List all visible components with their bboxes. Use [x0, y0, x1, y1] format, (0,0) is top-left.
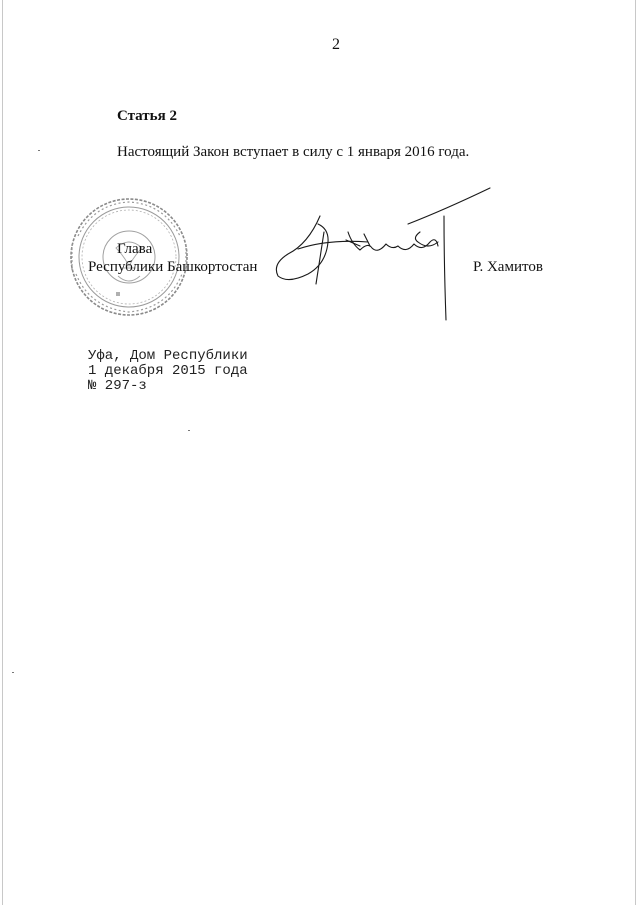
page-number: 2 — [332, 36, 340, 53]
signer-name: Р. Хамитов — [473, 259, 543, 275]
article-text: Настоящий Закон вступает в силу с 1 января 2016 года. — [117, 144, 470, 160]
scan-speck — [12, 672, 14, 673]
scan-speck — [188, 430, 190, 431]
footer-place: Уфа, Дом Республики — [88, 348, 248, 364]
position-line-1: Глава — [117, 241, 153, 257]
footer-date: 1 декабря 2015 года — [88, 363, 248, 379]
article-heading: Статья 2 — [117, 108, 177, 124]
scan-edge-right — [635, 0, 636, 905]
footer-number: № 297-з — [88, 378, 147, 394]
scan-speck — [38, 150, 40, 151]
scan-edge-left — [2, 0, 3, 905]
footer-block — [88, 349, 248, 394]
position-line-2: Республики Башкортостан — [88, 259, 258, 275]
handwritten-signature-icon — [268, 184, 498, 326]
